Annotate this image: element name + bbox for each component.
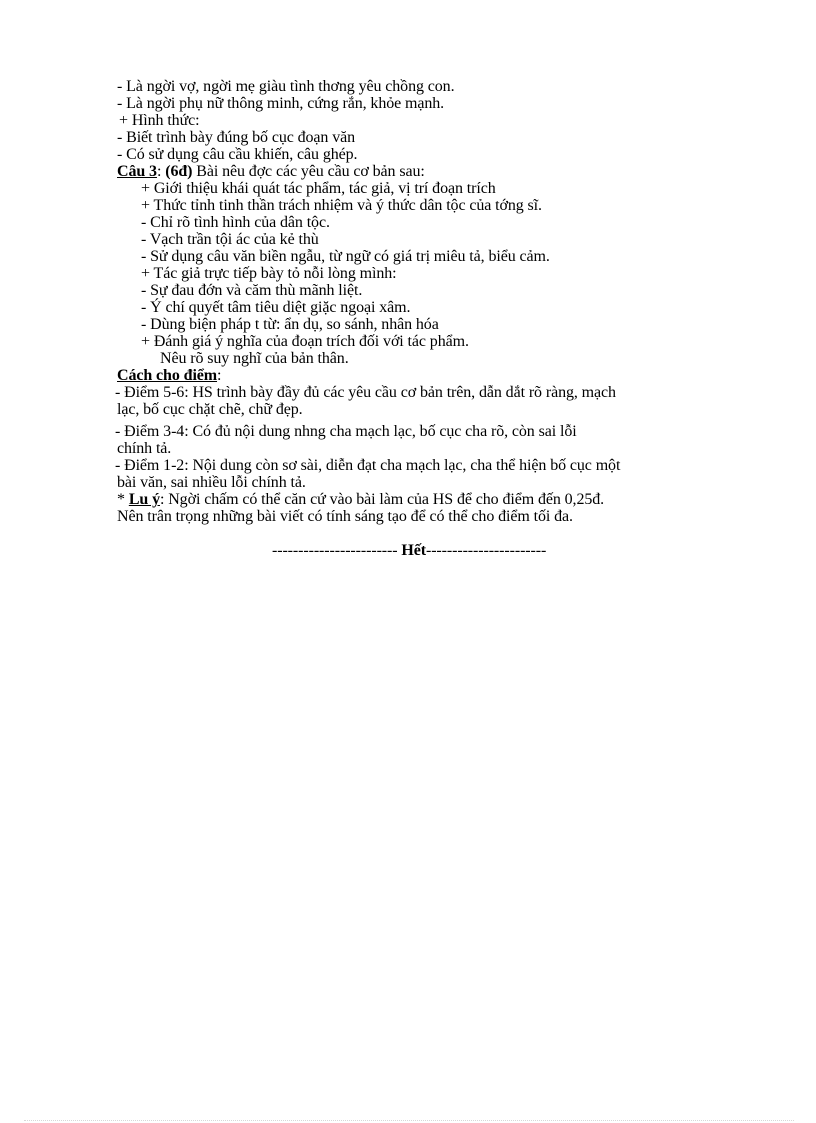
- text-line: Nêu rõ suy nghĩ của bản thân.: [160, 350, 349, 367]
- text-line: - Sự đau đớn và căm thù mãnh liệt.: [141, 282, 363, 299]
- text-line: + Tác giả trực tiếp bày tỏ nỗi lòng mình:: [141, 265, 397, 282]
- end-label: Hết: [401, 542, 426, 559]
- text-line: - Có sử dụng câu cầu khiến, câu ghép.: [117, 146, 358, 163]
- text-line: - Là ngời phụ nữ thông minh, cứng rắn, khỏe mạnh.: [117, 95, 445, 112]
- text-line: - Vạch trần tội ác của kẻ thù: [141, 231, 319, 248]
- text-line: + Thức tỉnh tinh thần trách nhiệm và ý thức dân tộc của tớng sĩ.: [141, 197, 542, 214]
- text-line: chính tả.: [117, 440, 172, 457]
- text-line: - Dùng biện pháp t từ: ẩn dụ, so sánh, nhân hóa: [141, 316, 439, 333]
- text-line: - Điểm 1-2: Nội dung còn sơ sài, diễn đạt cha mạch lạc, cha thể hiện bố cục một: [115, 457, 621, 474]
- cau3-text: Bài nêu đợc các yêu cầu cơ bản sau:: [192, 163, 425, 180]
- text-line: - Ý chí quyết tâm tiêu diệt giặc ngoại xâm.: [141, 299, 411, 316]
- text-line: Nên trân trọng những bài viết có tính sáng tạo để có thể cho điểm tối đa.: [117, 508, 573, 525]
- cach-cho-diem-label: Cách cho điểm: [117, 367, 218, 384]
- cach-cho-diem-heading: [117, 367, 221, 384]
- footer-divider: [24, 1120, 794, 1121]
- text-line: lạc, bố cục chặt chẽ, chữ đẹp.: [117, 401, 303, 418]
- text-line: - Điểm 3-4: Có đủ nội dung nhng cha mạch lạc, bố cục cha rõ, còn sai lỗi: [115, 423, 577, 440]
- end-dashes-right: -----------------------: [425, 542, 547, 559]
- luu-y-note: [117, 491, 604, 508]
- text-line: - Sử dụng câu văn biền ngẫu, từ ngữ có giá trị miêu tả, biểu cảm.: [141, 248, 550, 265]
- text-line: - Điểm 5-6: HS trình bày đầy đủ các yêu cầu cơ bản trên, dẫn dắt rõ ràng, mạch: [115, 384, 616, 401]
- text-line: + Hình thức:: [119, 112, 200, 129]
- luu-y-prefix: *: [117, 491, 129, 508]
- cach-cho-diem-colon: :: [217, 367, 222, 384]
- text-line: + Đánh giá ý nghĩa của đoạn trích đối với tác phẩm.: [141, 333, 469, 350]
- end-dashes-left: ------------------------: [272, 542, 402, 559]
- text-line: bài văn, sai nhiều lỗi chính tả.: [117, 474, 306, 491]
- text-line: - Biết trình bày đúng bố cục đoạn văn: [117, 129, 356, 146]
- cau3-label: Câu 3: [117, 163, 157, 180]
- text-line: - Chỉ rõ tình hình của dân tộc.: [141, 214, 330, 231]
- text-line: + Giới thiệu khái quát tác phẩm, tác giả, vị trí đoạn trích: [141, 180, 496, 197]
- end-marker: [272, 542, 546, 559]
- cau3-points: (6đ): [165, 163, 193, 180]
- text-line: - Là ngời vợ, ngời mẹ giàu tình thơng yêu chồng con.: [117, 78, 455, 95]
- cau3-colon: :: [156, 163, 166, 180]
- luu-y-text: : Ngời chấm có thể căn cứ vào bài làm của HS để cho điểm đến 0,25đ.: [159, 491, 605, 508]
- cau3-heading: [117, 163, 425, 180]
- luu-y-label: Lu ý: [128, 491, 160, 508]
